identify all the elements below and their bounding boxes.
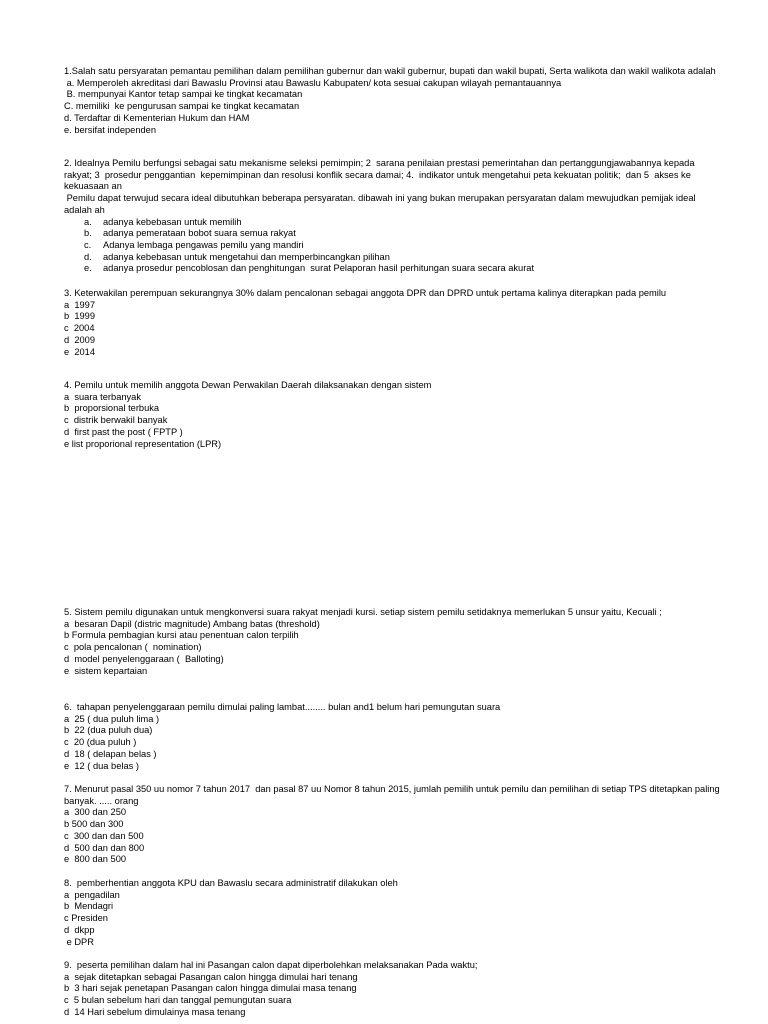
question-7-option-b: b 500 dan 300 — [64, 819, 124, 830]
question-3-option-e: e 2014 — [64, 346, 96, 357]
question-4 — [64, 380, 720, 450]
question-9-option-b: b 3 hari sejak penetapan Pasangan calon hingga dimulai masa tenang — [64, 983, 357, 994]
question-7-option-e: e 800 dan 500 — [64, 854, 127, 865]
question-2-options — [64, 217, 720, 276]
question-8-option-d: d dkpp — [64, 924, 95, 935]
question-7-option-c: c 300 dan dan 500 — [64, 830, 144, 841]
question-1-option-e: e. bersifat independen — [64, 124, 157, 135]
question-3-stem: 3. Keterwakilan perempuan sekurangnya 30% dalam pencalonan sebagai anggota DPR dan DPRD untuk pertama kalinya diterapkan pada pemilu — [64, 288, 667, 298]
question-4-stem: 4. Pemilu untuk memilih anggota Dewan Perwakilan Daerah dilaksanakan dengan sistem — [64, 380, 432, 390]
question-6-option-e: e 12 ( dua belas ) — [64, 760, 139, 771]
question-7-stem: 7. Menurut pasal 350 uu nomor 7 tahun 2017 dan pasal 87 uu Nomor 8 tahun 2015, jumlah pemilih untuk pemilu dan pemilihan di setiap TPS ditetapkan paling banyak. ..... orang — [64, 784, 723, 806]
question-2-stem: 2. Idealnya Pemilu berfungsi sebagai satu mekanisme seleksi pemimpin; 2 sarana penilaian prestasi pemerintahan dan pertanggungjawabannya kepada rakyat; 3 prosedur penggantian kepemimpinan dan resolusi konflik secara damai; 4. indikator untuk mengetahui peta kekuatan politik; dan 5 akses ke kekuasaan an — [64, 158, 698, 192]
question-9-option-a: a sejak ditetapkan sebagai Pasangan calon hingga dimulai hari tenang — [64, 971, 358, 982]
question-2-option-b: b. adanya pemerataan bobot suara semua rakyat — [84, 228, 296, 239]
question-3-option-c: c 2004 — [64, 323, 95, 334]
question-1-stem: 1.Salah satu persyaratan pemantau pemilihan dalam pemilihan gubernur dan wakil gubernur, bupati dan wakil bupati, Serta walikota dan wakil walikota adalah — [64, 66, 716, 76]
question-4-option-b: b proporsional terbuka — [64, 403, 160, 414]
question-4-option-c: c distrik berwakil banyak — [64, 415, 168, 426]
question-2-option-e: e. adanya prosedur pencoblosan dan penghitungan surat Pelaporan hasil perhitungan suara secara akurat — [84, 263, 535, 274]
question-6 — [64, 702, 720, 772]
question-5-option-a: a besaran Dapil (distric magnitude) Ambang batas (threshold) — [64, 618, 320, 629]
question-3-option-a: a 1997 — [64, 299, 96, 310]
question-4-option-d: d first past the post ( FPTP ) — [64, 426, 183, 437]
question-3-option-d: d 2009 — [64, 334, 96, 345]
question-7-option-d: d 500 dan dan 800 — [64, 842, 145, 853]
question-9-option-c: c 5 bulan sebelum hari dan tanggal pemungutan suara — [64, 995, 292, 1006]
question-1-option-b: B. mempunyai Kantor tetap sampai ke tingkat kecamatan — [64, 89, 303, 100]
question-2-option-a: a. adanya kebebasan untuk memilih — [84, 216, 242, 227]
question-2-option-d: d. adanya kebebasan untuk mengetahui dan memperbincangkan pilihan — [84, 251, 390, 262]
question-6-stem: 6. tahapan penyelenggaraan pemilu dimulai paling lambat........ bulan and1 belum hari pemungutan suara — [64, 702, 501, 712]
question-9-stem: 9. peserta pemilihan dalam hal ini Pasangan calon dapat diperbolehkan melaksanakan Pada waktu; — [64, 960, 478, 970]
question-1-option-a: a. Memperoleh akreditasi dari Bawaslu Provinsi atau Bawaslu Kabupaten/ kota sesuai cakupan wilayah pemantauannya — [64, 77, 562, 88]
question-1-option-c: C. memiliki ke pengurusan sampai ke tingkat kecamatan — [64, 101, 300, 112]
question-5-stem: 5. Sistem pemilu digunakan untuk mengkonversi suara rakyat menjadi kursi. setiap sistem pemilu setidaknya memerlukan 5 unsur yaitu, Kecuali ; — [64, 607, 662, 617]
question-2-option-c: c. Adanya lembaga pengawas pemilu yang mandiri — [84, 239, 304, 250]
question-5-option-b: b Formula pembagian kursi atau penentuan calon terpilih — [64, 630, 299, 641]
question-7 — [64, 784, 723, 866]
question-2-stem-continued: Pemilu dapat terwujud secara ideal dibutuhkan beberapa persyaratan. dibawah ini yang bukan merupakan persyaratan dalam mewujudkan pemijak ideal adalah ah — [64, 193, 699, 215]
question-9 — [64, 960, 720, 1019]
question-4-option-a: a suara terbanyak — [64, 391, 142, 402]
question-8 — [64, 878, 720, 948]
question-4-option-e: e list proporional representation (LPR) — [64, 438, 222, 449]
question-2 — [64, 158, 720, 275]
question-5-option-e: e sistem kepartaian — [64, 665, 148, 676]
question-8-option-e: e DPR — [64, 936, 94, 947]
question-6-option-b: b 22 (dua puluh dua) — [64, 725, 153, 736]
question-5-option-d: d model penyelenggaraan ( Balloting) — [64, 653, 224, 664]
question-8-stem: 8. pemberhentian anggota KPU dan Bawaslu secara administratif dilakukan oleh — [64, 878, 398, 888]
question-6-option-c: c 20 (dua puluh ) — [64, 737, 137, 748]
question-6-option-a: a 25 ( dua puluh lima ) — [64, 713, 160, 724]
question-8-option-a: a pengadilan — [64, 889, 120, 900]
question-8-option-b: b Mendagri — [64, 901, 114, 912]
question-8-option-c: c Presiden — [64, 913, 108, 924]
question-5 — [64, 607, 720, 677]
question-3-option-b: b 1999 — [64, 311, 96, 322]
question-1 — [64, 66, 720, 136]
question-9-option-d: d 14 Hari sebelum dimulainya masa tenang — [64, 1006, 246, 1017]
question-1-option-d: d. Terdaftar di Kementerian Hukum dan HAM — [64, 112, 250, 123]
question-5-option-c: c pola pencalonan ( nomination) — [64, 642, 202, 653]
question-6-option-d: d 18 ( delapan belas ) — [64, 748, 157, 759]
question-7-option-a: a 300 dan 250 — [64, 807, 127, 818]
question-3 — [64, 288, 720, 358]
